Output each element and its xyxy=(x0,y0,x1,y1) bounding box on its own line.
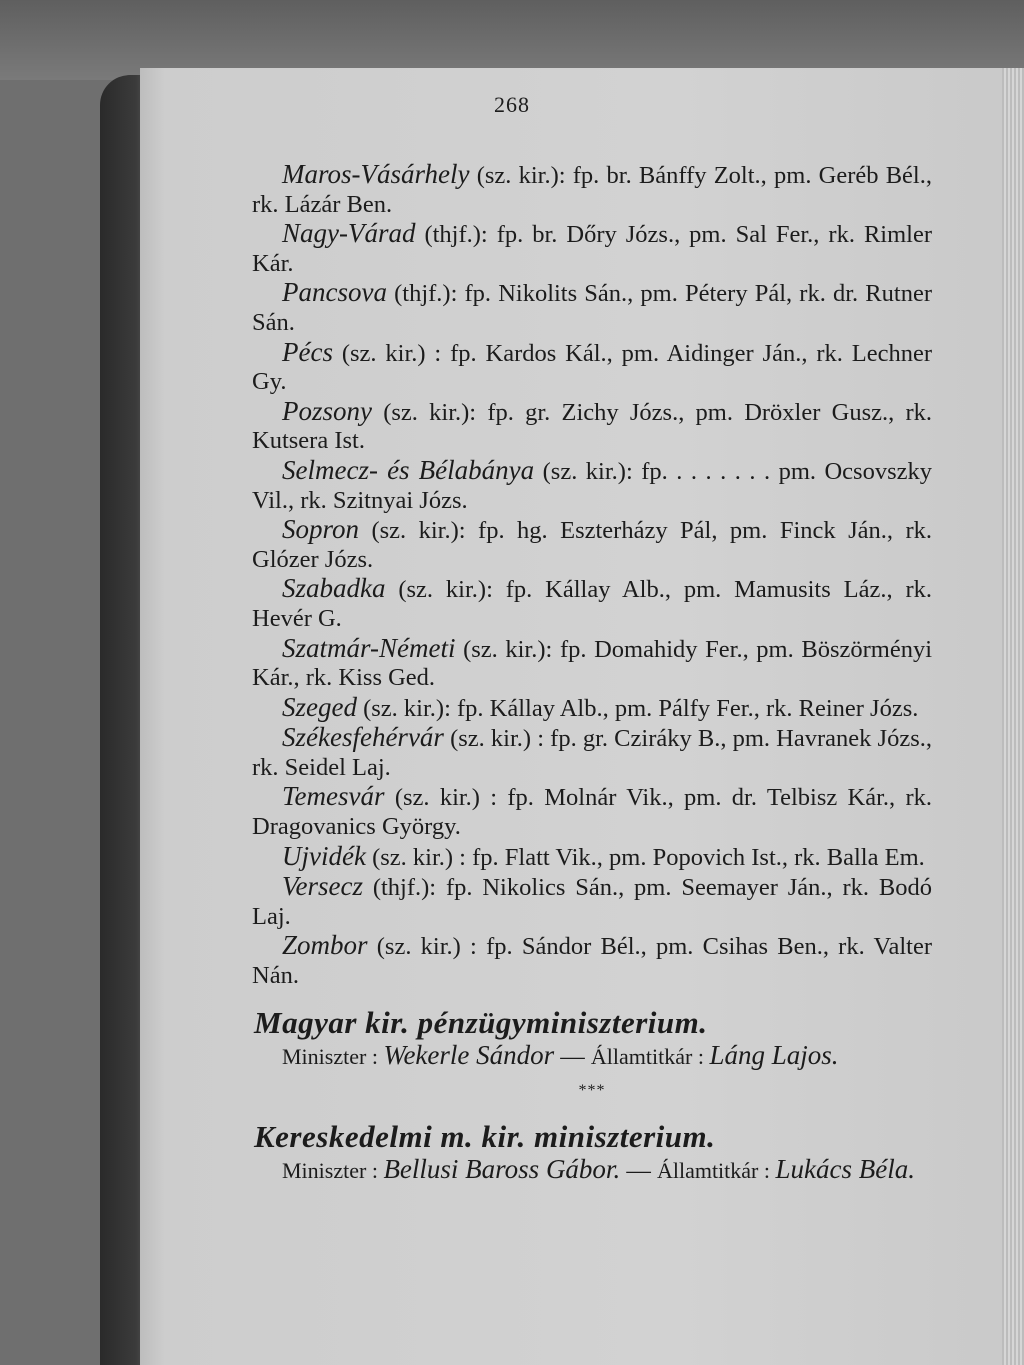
city-officials: (sz. kir.) : fp. Kardos Kál., pm. Aidinger Ján., rk. Lechner Gy. xyxy=(252,339,932,396)
city-entries xyxy=(252,160,932,991)
city-officials: (sz. kir.) : fp. Molnár Vik., pm. dr. Telbisz Kár., rk. Dragovanics György. xyxy=(252,784,932,841)
city-officials: (sz. kir.): fp. hg. Eszterházy Pál, pm. Finck Ján., rk. Glózer Józs. xyxy=(252,517,932,573)
city-name: Selmecz- és Bélabánya xyxy=(282,454,535,485)
city-officials: (thjf.): fp. br. Dőry Józs., pm. Sal Fer., rk. Rimler Kár. xyxy=(252,221,932,277)
city-officials: (sz. kir.): fp. Kállay Alb., pm. Mamusits Láz., rk. Hevér G. xyxy=(252,576,932,632)
city-entry xyxy=(252,397,932,456)
commerce-officials xyxy=(252,1155,932,1185)
city-entry xyxy=(252,515,932,574)
minister-label: Miniszter : xyxy=(282,1043,384,1069)
city-officials: (thjf.): fp. Nikolics Sán., pm. Seemayer Ján., rk. Bodó Laj. xyxy=(252,874,932,930)
city-name: Pozsony xyxy=(282,395,372,426)
city-entry xyxy=(252,782,932,841)
city-name: Versecz xyxy=(282,871,363,902)
city-entry xyxy=(252,160,932,219)
city-entry xyxy=(252,634,932,693)
city-officials: (sz. kir.): fp. . . . . . . . pm. Ocsovszky Vil., rk. Szitnyai Józs. xyxy=(252,457,933,514)
city-name: Pécs xyxy=(282,336,333,367)
city-entry xyxy=(252,931,932,990)
secretary-label: Államtitkár : xyxy=(590,1043,710,1069)
city-officials: (sz. kir.) : fp. gr. Cziráky B., pm. Havranek Józs., rk. Seidel Laj. xyxy=(252,725,932,781)
city-officials: (thjf.): fp. Nikolits Sán., pm. Pétery Pál, rk. dr. Rutner Sán. xyxy=(252,280,932,336)
city-entry xyxy=(252,693,932,724)
city-officials: (sz. kir.): fp. gr. Zichy Józs., pm. Dröxler Gusz., rk. Kutsera Ist. xyxy=(252,398,932,455)
divider: *** xyxy=(578,1081,606,1099)
city-officials: (sz. kir.) : fp. Sándor Bél., pm. Csihas Ben., rk. Valter Nán. xyxy=(252,933,932,990)
city-officials: (sz. kir.): fp. Domahidy Fer., pm. Böszörményi Kár., rk. Kiss Ged. xyxy=(252,635,932,692)
city-name: Szabadka xyxy=(282,573,386,604)
city-name: Szatmár-Németi xyxy=(282,632,456,663)
secretary-name: Láng Lajos. xyxy=(709,1039,839,1070)
city-officials: (sz. kir.): fp. br. Bánffy Zolt., pm. Geréb Bél., rk. Lázár Ben. xyxy=(252,162,932,218)
secretary-name: Lukács Béla. xyxy=(775,1154,915,1185)
city-name: Nagy-Várad xyxy=(282,218,416,249)
minister-label: Miniszter : xyxy=(282,1158,384,1184)
city-entry xyxy=(252,842,932,873)
city-officials: (sz. kir.): fp. Kállay Alb., pm. Pálfy Fer., rk. Reiner Józs. xyxy=(356,694,919,722)
city-entry xyxy=(252,278,932,337)
secretary-label: Államtitkár : xyxy=(656,1158,776,1184)
city-name: Ujvidék xyxy=(282,840,366,871)
city-name: Székesfehérvár xyxy=(282,722,444,753)
finance-officials xyxy=(252,1041,932,1071)
dash: — xyxy=(554,1042,591,1070)
city-entry xyxy=(252,456,932,515)
city-officials: (sz. kir.) : fp. Flatt Vik., pm. Popovich Ist., rk. Balla Em. xyxy=(365,843,925,871)
city-name: Sopron xyxy=(282,514,360,545)
city-name: Zombor xyxy=(282,930,368,961)
section-title-finance: Magyar kir. pénzügyminiszterium. xyxy=(254,1004,708,1040)
city-entry xyxy=(252,872,932,931)
city-entry xyxy=(252,338,932,397)
city-name: Pancsova xyxy=(282,277,387,308)
page-number: 268 xyxy=(494,92,530,117)
city-name: Temesvár xyxy=(282,781,385,812)
section-title-commerce: Kereskedelmi m. kir. miniszterium. xyxy=(254,1119,716,1155)
page-text xyxy=(252,160,932,1185)
minister-name: Wekerle Sándor xyxy=(383,1039,555,1070)
city-entry xyxy=(252,219,932,278)
dash: — xyxy=(620,1157,657,1185)
city-entry xyxy=(252,574,932,633)
city-name: Maros-Vásárhely xyxy=(282,159,470,189)
city-name: Szeged xyxy=(282,691,357,722)
minister-name: Bellusi Baross Gábor. xyxy=(383,1154,621,1185)
page-edges xyxy=(1002,68,1024,1365)
city-entry xyxy=(252,723,932,782)
